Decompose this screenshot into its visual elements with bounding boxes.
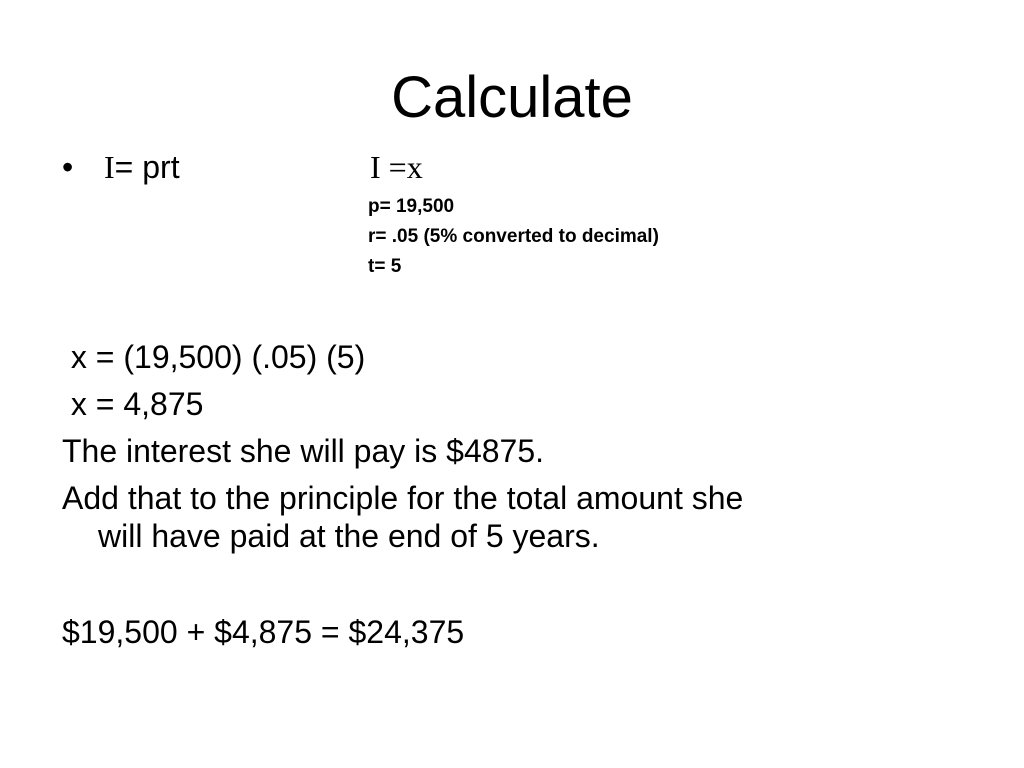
interest-equals-x [370, 148, 423, 186]
variable-time: t= 5 [368, 256, 402, 277]
add-statement [62, 479, 942, 555]
interest-equals-x-symbol: I [370, 149, 381, 185]
interest-equals-x-rest: =x [380, 149, 423, 185]
interest-formula-rest: = prt [114, 149, 180, 185]
interest-formula [104, 148, 180, 186]
variable-principal: p= 19,500 [368, 196, 455, 217]
bullet-dot: • [62, 149, 74, 185]
interest-statement: The interest she will pay is $4875. [62, 433, 545, 469]
variable-rate: r= .05 (5% converted to decimal) [368, 226, 659, 247]
add-statement-line-2: will have paid at the end of 5 years. [98, 518, 600, 554]
add-statement-line-1: Add that to the principle for the total amount she [62, 480, 744, 516]
total-equation: $19,500 + $4,875 = $24,375 [62, 614, 465, 650]
calculation-line-1: x = (19,500) (.05) (5) [62, 339, 366, 375]
interest-formula-symbol: I [104, 149, 115, 185]
calculation-line-2: x = 4,875 [62, 386, 204, 422]
slide-title: Calculate [391, 65, 633, 130]
